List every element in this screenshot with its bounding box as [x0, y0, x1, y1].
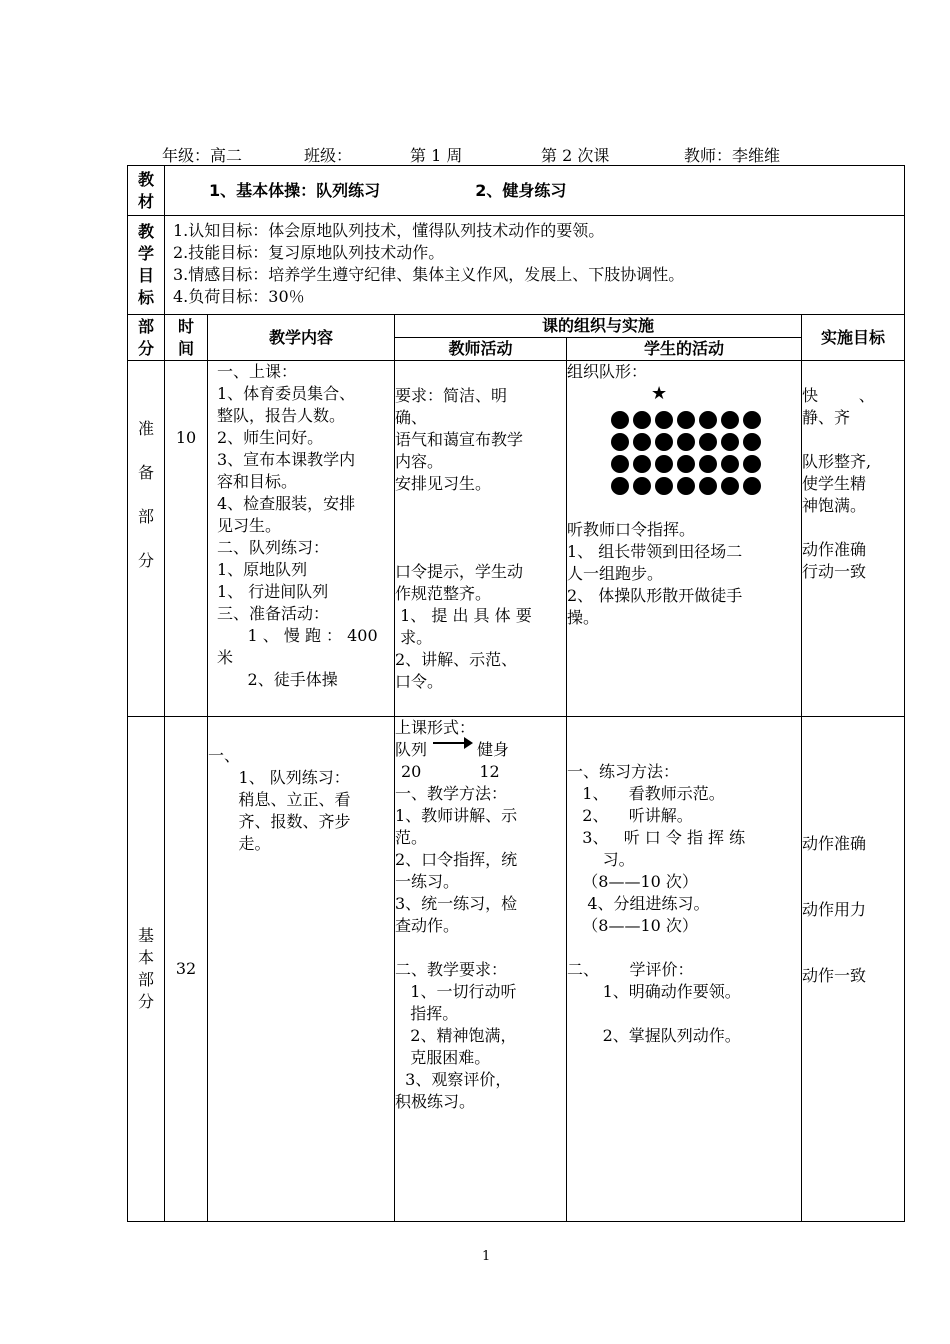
student-line: 1、 看教师示范。 — [567, 784, 725, 803]
basic-content — [208, 717, 395, 1222]
time-header: 时 间 — [165, 315, 208, 361]
student-dot-icon — [699, 477, 717, 495]
content-line: 1、原地队列 — [217, 560, 308, 579]
teacher-line: 查动作。 — [395, 916, 460, 935]
objectives-label: 教 学 目 标 — [128, 216, 165, 315]
student-line: 2、 体操队形散开做徒手 — [567, 586, 743, 605]
goal-line — [802, 811, 904, 833]
student-line: 二、 学评价： — [567, 960, 694, 979]
content-line: 2、师生问好。 — [217, 428, 324, 447]
content-line: 二、队列练习： — [217, 538, 330, 557]
student-dot-icon — [633, 411, 651, 429]
teacher-line: 3、统一练习，检 — [395, 894, 518, 913]
formation-label: 组织队形： — [567, 362, 648, 381]
goal-line: 快 、 — [802, 386, 875, 405]
content-line: 三、准备活动： — [217, 604, 330, 623]
prep-time: 10 — [165, 361, 208, 717]
goal-line: 动作一致 — [802, 966, 867, 985]
content-line: 1、 行进间队列 — [217, 582, 329, 601]
teacher-line: 1、一切行动听 — [395, 982, 517, 1001]
student-dot-icon — [699, 411, 717, 429]
student-line: 3、 听 口 令 指 挥 练 — [567, 828, 746, 847]
student-line: 2、 听讲解。 — [567, 806, 693, 825]
teacher-line: 一练习。 — [395, 872, 460, 891]
goal-line — [802, 789, 904, 811]
organization-header: 课的组织与实施 — [395, 315, 802, 338]
objectives-row — [128, 216, 905, 315]
class-format-minutes — [395, 761, 566, 783]
content-line: 一、上课： — [217, 362, 298, 381]
student-line: 1、明确动作要领。 — [567, 982, 741, 1001]
class-label: 班级： — [304, 146, 353, 165]
content-line: 见习生。 — [217, 516, 282, 535]
student-line: 4、分组进练习。 — [567, 894, 710, 913]
objective-line: 2.技能目标：复习原地队列技术动作。 — [173, 243, 445, 262]
goal-line — [802, 877, 904, 899]
class-format-label: 上课形式： — [395, 718, 476, 737]
teacher-line: 内容。 — [395, 452, 444, 471]
column-header-row — [128, 315, 905, 338]
part-header: 部 分 — [128, 315, 165, 361]
formation-row — [611, 431, 801, 453]
student-line: 一、练习方法： — [567, 762, 680, 781]
flow-from: 队列 — [395, 740, 428, 759]
goal-header: 实施目标 — [802, 315, 905, 361]
content-line: 稍息、立正、看 — [208, 790, 351, 809]
lesson-plan-table — [127, 165, 905, 1222]
teacher-label: 教师：李维维 — [684, 146, 781, 165]
student-dot-icon — [743, 455, 761, 473]
materials-item-2: 2、健身练习 — [475, 180, 567, 200]
student-dot-icon — [655, 433, 673, 451]
student-dot-icon — [743, 477, 761, 495]
teacher-line: 2、讲解、示范、 — [395, 650, 518, 669]
goal-line — [802, 745, 904, 767]
objective-line: 3.情感目标：培养学生遵守纪律、集体主义作风，发展上、下肢协调性。 — [173, 265, 685, 284]
student-dot-icon — [655, 455, 673, 473]
grade-label: 年级：高二 — [162, 146, 243, 165]
content-line: 4、检查服装，安排 — [217, 494, 356, 513]
prep-content — [208, 361, 395, 717]
student-line: （8——10 次） — [567, 916, 698, 935]
teacher-line: 积极练习。 — [395, 1092, 476, 1111]
formation-row — [611, 475, 801, 497]
student-dot-icon — [633, 455, 651, 473]
teacher-line: 确、 — [395, 408, 428, 427]
teacher-line: 1、 提 出 具 体 要 — [395, 606, 532, 625]
prep-student-activity — [567, 361, 802, 717]
goal-line — [802, 429, 904, 451]
student-dot-icon — [743, 411, 761, 429]
content-header: 教学内容 — [208, 315, 395, 361]
teacher-line: 求。 — [395, 628, 433, 647]
arrow-right-icon — [433, 742, 471, 744]
student-line: （8——10 次） — [567, 872, 698, 891]
student-line — [567, 739, 801, 761]
student-line: 2、掌握队列动作。 — [567, 1026, 741, 1045]
teacher-activity-header: 教师活动 — [395, 338, 567, 361]
student-dot-icon — [677, 411, 695, 429]
student-dot-icon — [655, 477, 673, 495]
basic-part-label: 基 本 部 分 — [128, 717, 165, 1222]
goal-line — [802, 943, 904, 965]
student-dot-icon — [721, 455, 739, 473]
student-dot-icon — [677, 433, 695, 451]
student-activity-header: 学生的活动 — [567, 338, 802, 361]
materials-label: 教 材 — [128, 166, 165, 216]
teacher-line: 作规范整齐。 — [395, 584, 492, 603]
teacher-line: 二、教学要求： — [395, 960, 508, 979]
content-line: 整队，报告人数。 — [217, 406, 346, 425]
prep-part-label: 准 备 部 分 — [128, 361, 165, 717]
objectives-content — [165, 216, 905, 315]
goal-line — [802, 855, 904, 877]
class-format-flow — [395, 739, 566, 761]
basic-time: 32 — [165, 717, 208, 1222]
student-line: 操。 — [567, 608, 600, 627]
basic-row — [128, 717, 905, 1222]
formation-row — [611, 409, 801, 431]
student-dot-icon — [611, 477, 629, 495]
content-line: 1、体育委员集合、 — [217, 384, 356, 403]
teacher-line: 安排见习生。 — [395, 474, 492, 493]
formation-row — [611, 453, 801, 475]
prep-goals — [802, 361, 905, 717]
content-line: 2、徒手体操 — [217, 670, 338, 689]
prep-row — [128, 361, 905, 717]
student-dot-icon — [611, 433, 629, 451]
content-line: 齐、报数、齐步 — [208, 812, 351, 831]
teacher-line: 一、教学方法： — [395, 784, 508, 803]
student-dot-icon — [655, 411, 673, 429]
week-label: 第 1 周 — [410, 146, 463, 165]
teacher-line: 要求：简洁、明 — [395, 386, 508, 405]
content-line: 1、 队列练习： — [208, 768, 350, 787]
student-dot-icon — [699, 455, 717, 473]
teacher-line: 口令提示，学生动 — [395, 562, 524, 581]
teacher-line: 语气和蔼宣布教学 — [395, 430, 524, 449]
goal-line: 使学生精 — [802, 474, 867, 493]
student-dot-icon — [633, 477, 651, 495]
teacher-line: 指挥。 — [395, 1004, 459, 1023]
basic-student-activity — [567, 717, 802, 1222]
flow-from-minutes: 20 — [401, 762, 422, 781]
content-line: 一、 — [208, 746, 241, 765]
flow-to: 健身 — [477, 740, 510, 759]
content-line: 走。 — [208, 834, 271, 853]
goal-line — [802, 921, 904, 943]
teacher-line: 2、口令指挥，统 — [395, 850, 518, 869]
basic-goals — [802, 717, 905, 1222]
student-line: 听教师口令指挥。 — [567, 520, 696, 539]
teacher-position-star-icon: ★ — [651, 383, 668, 404]
goal-line — [802, 723, 904, 745]
student-dot-icon — [699, 433, 717, 451]
teacher-line — [395, 937, 566, 959]
objective-line: 1.认知目标：体会原地队列技术，懂得队列技术动作的要领。 — [173, 221, 605, 240]
lesson-label: 第 2 次课 — [541, 146, 610, 165]
goal-line: 神饱满。 — [802, 496, 867, 515]
goal-line: 静、齐 — [802, 408, 851, 427]
content-line: 3、宣布本课教学内 — [217, 450, 356, 469]
student-line — [567, 937, 801, 959]
materials-content — [165, 166, 905, 216]
student-dot-icon — [743, 433, 761, 451]
student-dot-icon — [721, 477, 739, 495]
teacher-line: 口令。 — [395, 672, 444, 691]
student-dot-icon — [677, 455, 695, 473]
goal-line — [802, 517, 904, 539]
goal-line: 动作准确 — [802, 834, 867, 853]
student-dot-icon — [677, 477, 695, 495]
goal-line: 动作用力 — [802, 900, 867, 919]
page-number: 1 — [482, 1249, 491, 1264]
student-dot-icon — [611, 411, 629, 429]
student-line: 习。 — [567, 850, 635, 869]
teacher-line: 克服困难。 — [395, 1048, 491, 1067]
student-line — [567, 717, 801, 739]
goal-line: 队形整齐, — [802, 452, 872, 471]
student-dot-icon — [633, 433, 651, 451]
flow-to-minutes: 12 — [479, 762, 500, 781]
goal-line: 动作准确 — [802, 540, 867, 559]
materials-row — [128, 166, 905, 216]
teacher-line: 2、精神饱满， — [395, 1026, 517, 1045]
basic-teacher-activity — [395, 717, 567, 1222]
content-line: 1 、 慢 跑 ： 400 — [217, 626, 378, 645]
formation-diagram — [611, 409, 801, 497]
teacher-line: 1、教师讲解、示 — [395, 806, 518, 825]
content-line: 容和目标。 — [217, 472, 298, 491]
goal-line: 行动一致 — [802, 562, 867, 581]
student-line: 1、 组长带领到田径场二 — [567, 542, 743, 561]
student-dot-icon — [721, 411, 739, 429]
student-dot-icon — [611, 455, 629, 473]
content-line: 米 — [217, 648, 234, 667]
goal-line — [802, 767, 904, 789]
student-dot-icon — [721, 433, 739, 451]
objective-line: 4.负荷目标：30％ — [173, 287, 305, 306]
teacher-line: 3、观察评价， — [395, 1070, 512, 1089]
prep-teacher-activity — [395, 361, 567, 717]
teacher-line: 范。 — [395, 828, 428, 847]
student-line: 人一组跑步。 — [567, 564, 664, 583]
materials-item-1: 1、基本体操：队列练习 — [209, 180, 381, 200]
student-line — [567, 1003, 801, 1025]
